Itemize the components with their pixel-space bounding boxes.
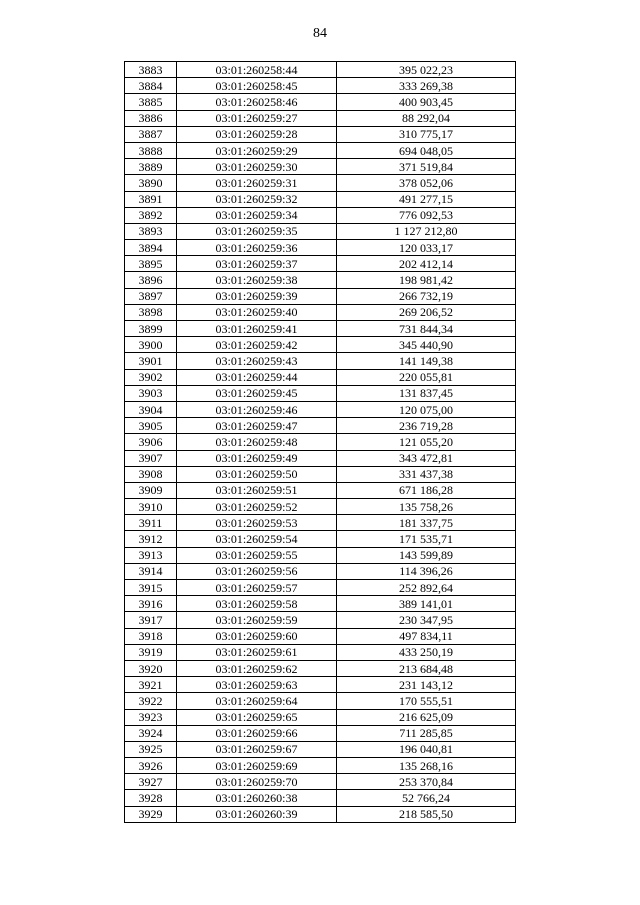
value-cell: 389 141,01 [337,596,516,612]
value-cell: 343 472,81 [337,450,516,466]
value-cell: 491 277,15 [337,191,516,207]
table-row [125,644,516,660]
table-row [125,207,516,223]
row-number-cell: 3918 [125,628,177,644]
cadastral-number-cell: 03:01:260259:53 [177,515,337,531]
cadastral-number-cell: 03:01:260259:34 [177,207,337,223]
table-row [125,304,516,320]
value-cell: 310 775,17 [337,126,516,142]
row-number-cell: 3927 [125,774,177,790]
row-number-cell: 3924 [125,725,177,741]
value-cell: 52 766,24 [337,790,516,806]
cadastral-number-cell: 03:01:260259:69 [177,758,337,774]
value-cell: 776 092,53 [337,207,516,223]
value-cell: 135 268,16 [337,758,516,774]
value-cell: 220 055,81 [337,369,516,385]
value-cell: 120 075,00 [337,401,516,417]
table-row [125,531,516,547]
value-cell: 202 412,14 [337,256,516,272]
row-number-cell: 3891 [125,191,177,207]
table-row [125,596,516,612]
value-cell: 371 519,84 [337,159,516,175]
table-row [125,321,516,337]
table-row [125,142,516,158]
row-number-cell: 3898 [125,304,177,320]
cadastral-number-cell: 03:01:260259:45 [177,385,337,401]
row-number-cell: 3911 [125,515,177,531]
table-row [125,515,516,531]
row-number-cell: 3890 [125,175,177,191]
table-row [125,62,516,78]
cadastral-number-cell: 03:01:260259:70 [177,774,337,790]
table-row [125,353,516,369]
value-cell: 213 684,48 [337,660,516,676]
row-number-cell: 3887 [125,126,177,142]
table-row [125,580,516,596]
row-number-cell: 3912 [125,531,177,547]
row-number-cell: 3883 [125,62,177,78]
table-row [125,482,516,498]
cadastral-number-cell: 03:01:260259:35 [177,223,337,239]
value-cell: 231 143,12 [337,677,516,693]
cadastral-number-cell: 03:01:260259:30 [177,159,337,175]
table-row [125,223,516,239]
cadastral-number-cell: 03:01:260259:31 [177,175,337,191]
row-number-cell: 3928 [125,790,177,806]
table-row [125,272,516,288]
value-cell: 170 555,51 [337,693,516,709]
table-body [125,62,516,823]
table-row [125,418,516,434]
cadastral-number-cell: 03:01:260259:66 [177,725,337,741]
cadastral-number-cell: 03:01:260259:56 [177,563,337,579]
value-cell: 1 127 212,80 [337,223,516,239]
value-cell: 114 396,26 [337,563,516,579]
value-cell: 711 285,85 [337,725,516,741]
row-number-cell: 3900 [125,337,177,353]
value-cell: 400 903,45 [337,94,516,110]
cadastral-number-cell: 03:01:260259:64 [177,693,337,709]
row-number-cell: 3886 [125,110,177,126]
cadastral-number-cell: 03:01:260259:51 [177,482,337,498]
cadastral-number-cell: 03:01:260259:55 [177,547,337,563]
value-cell: 333 269,38 [337,78,516,94]
value-cell: 671 186,28 [337,482,516,498]
table-row [125,563,516,579]
cadastral-number-cell: 03:01:260259:60 [177,628,337,644]
value-cell: 196 040,81 [337,741,516,757]
cadastral-number-cell: 03:01:260259:50 [177,466,337,482]
cadastral-number-cell: 03:01:260259:47 [177,418,337,434]
table-row [125,159,516,175]
row-number-cell: 3905 [125,418,177,434]
table-row [125,774,516,790]
row-number-cell: 3897 [125,288,177,304]
row-number-cell: 3923 [125,709,177,725]
table-row [125,94,516,110]
row-number-cell: 3909 [125,482,177,498]
cadastral-number-cell: 03:01:260259:40 [177,304,337,320]
value-cell: 395 022,23 [337,62,516,78]
table-row [125,256,516,272]
table-row [125,741,516,757]
row-number-cell: 3925 [125,741,177,757]
row-number-cell: 3885 [125,94,177,110]
value-cell: 252 892,64 [337,580,516,596]
table-row [125,660,516,676]
cadastral-number-cell: 03:01:260259:49 [177,450,337,466]
value-cell: 131 837,45 [337,385,516,401]
row-number-cell: 3920 [125,660,177,676]
cadastral-number-cell: 03:01:260260:38 [177,790,337,806]
value-cell: 88 292,04 [337,110,516,126]
row-number-cell: 3903 [125,385,177,401]
value-cell: 141 149,38 [337,353,516,369]
table-row [125,240,516,256]
table-row [125,709,516,725]
row-number-cell: 3916 [125,596,177,612]
row-number-cell: 3906 [125,434,177,450]
row-number-cell: 3915 [125,580,177,596]
row-number-cell: 3907 [125,450,177,466]
row-number-cell: 3914 [125,563,177,579]
cadastral-number-cell: 03:01:260259:32 [177,191,337,207]
cadastral-number-cell: 03:01:260259:28 [177,126,337,142]
cadastral-number-cell: 03:01:260259:46 [177,401,337,417]
row-number-cell: 3895 [125,256,177,272]
page-number: 84 [313,26,327,41]
table-row [125,758,516,774]
table-row [125,725,516,741]
cadastral-number-cell: 03:01:260259:65 [177,709,337,725]
table-row [125,693,516,709]
value-cell: 121 055,20 [337,434,516,450]
row-number-cell: 3919 [125,644,177,660]
value-cell: 331 437,38 [337,466,516,482]
value-cell: 120 033,17 [337,240,516,256]
table-row [125,547,516,563]
row-number-cell: 3908 [125,466,177,482]
cadastral-number-cell: 03:01:260259:29 [177,142,337,158]
table-row [125,78,516,94]
value-cell: 216 625,09 [337,709,516,725]
table-row [125,337,516,353]
value-cell: 230 347,95 [337,612,516,628]
cadastral-number-cell: 03:01:260259:52 [177,499,337,515]
table-row [125,499,516,515]
value-cell: 181 337,75 [337,515,516,531]
cadastral-number-cell: 03:01:260259:42 [177,337,337,353]
value-cell: 345 440,90 [337,337,516,353]
cadastral-value-table [124,61,516,823]
value-cell: 253 370,84 [337,774,516,790]
value-cell: 266 732,19 [337,288,516,304]
row-number-cell: 3902 [125,369,177,385]
value-cell: 218 585,50 [337,806,516,822]
table-row [125,385,516,401]
row-number-cell: 3884 [125,78,177,94]
cadastral-number-cell: 03:01:260259:39 [177,288,337,304]
table-row [125,790,516,806]
row-number-cell: 3917 [125,612,177,628]
table-row [125,434,516,450]
row-number-cell: 3894 [125,240,177,256]
cadastral-number-cell: 03:01:260259:62 [177,660,337,676]
row-number-cell: 3899 [125,321,177,337]
cadastral-number-cell: 03:01:260259:48 [177,434,337,450]
value-cell: 143 599,89 [337,547,516,563]
value-cell: 694 048,05 [337,142,516,158]
cadastral-number-cell: 03:01:260258:46 [177,94,337,110]
table-row [125,175,516,191]
cadastral-number-cell: 03:01:260259:63 [177,677,337,693]
cadastral-number-cell: 03:01:260259:38 [177,272,337,288]
value-cell: 135 758,26 [337,499,516,515]
cadastral-number-cell: 03:01:260259:43 [177,353,337,369]
value-cell: 497 834,11 [337,628,516,644]
cadastral-number-cell: 03:01:260259:57 [177,580,337,596]
row-number-cell: 3896 [125,272,177,288]
table-row [125,628,516,644]
row-number-cell: 3901 [125,353,177,369]
cadastral-number-cell: 03:01:260259:67 [177,741,337,757]
value-cell: 171 535,71 [337,531,516,547]
cadastral-number-cell: 03:01:260258:45 [177,78,337,94]
row-number-cell: 3913 [125,547,177,563]
table-row [125,466,516,482]
value-cell: 378 052,06 [337,175,516,191]
row-number-cell: 3910 [125,499,177,515]
cadastral-number-cell: 03:01:260259:36 [177,240,337,256]
value-cell: 731 844,34 [337,321,516,337]
cadastral-number-cell: 03:01:260259:44 [177,369,337,385]
value-cell: 236 719,28 [337,418,516,434]
cadastral-number-cell: 03:01:260259:37 [177,256,337,272]
table-row [125,126,516,142]
table-row [125,110,516,126]
cadastral-number-cell: 03:01:260259:59 [177,612,337,628]
value-cell: 269 206,52 [337,304,516,320]
cadastral-number-cell: 03:01:260259:61 [177,644,337,660]
row-number-cell: 3893 [125,223,177,239]
cadastral-number-cell: 03:01:260259:41 [177,321,337,337]
cadastral-number-cell: 03:01:260259:58 [177,596,337,612]
table-row [125,806,516,822]
cadastral-number-cell: 03:01:260259:27 [177,110,337,126]
value-cell: 433 250,19 [337,644,516,660]
cadastral-number-cell: 03:01:260260:39 [177,806,337,822]
row-number-cell: 3904 [125,401,177,417]
table-row [125,677,516,693]
row-number-cell: 3921 [125,677,177,693]
row-number-cell: 3926 [125,758,177,774]
table-row [125,288,516,304]
table-row [125,401,516,417]
cadastral-number-cell: 03:01:260259:54 [177,531,337,547]
row-number-cell: 3888 [125,142,177,158]
row-number-cell: 3892 [125,207,177,223]
table-row [125,612,516,628]
table-row [125,369,516,385]
cadastral-number-cell: 03:01:260258:44 [177,62,337,78]
value-cell: 198 981,42 [337,272,516,288]
row-number-cell: 3922 [125,693,177,709]
table-row [125,191,516,207]
table-row [125,450,516,466]
row-number-cell: 3889 [125,159,177,175]
row-number-cell: 3929 [125,806,177,822]
